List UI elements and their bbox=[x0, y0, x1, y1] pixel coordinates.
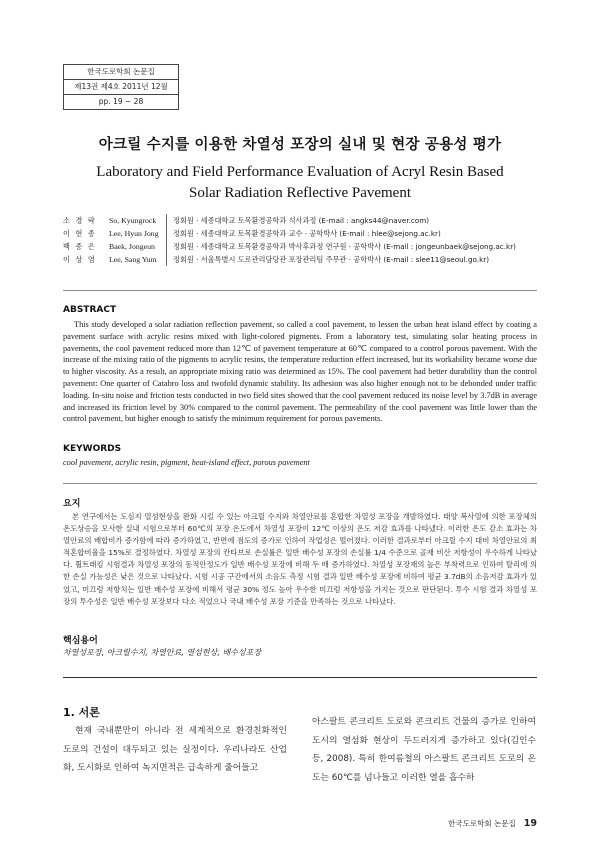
introduction-heading: 1. 서론 bbox=[63, 706, 100, 719]
keywords-text: cool pavement, acrylic resin, pigment, heat-island effect, porous pavement bbox=[63, 458, 310, 467]
divider-rule bbox=[63, 483, 537, 484]
title-english bbox=[0, 162, 600, 204]
korean-keywords-text: 차열성포장, 아크릴수지, 차열안료, 열섬현상, 배수성포장 bbox=[63, 648, 262, 657]
journal-name: 한국도로학회 논문집 bbox=[64, 65, 178, 80]
korean-keywords-heading: 핵심용어 bbox=[63, 636, 98, 646]
title-english-line1: Laboratory and Field Performance Evaluation of Acryl Resin Based bbox=[96, 164, 504, 180]
journal-pages: pp. 19 ~ 28 bbox=[98, 97, 144, 106]
author-korean-name: 백 종 은 bbox=[63, 242, 97, 251]
author-english-name: Baek, Jongeun bbox=[109, 242, 155, 251]
author-english-name: Lee, Hyun Jong bbox=[109, 229, 159, 238]
author-list bbox=[63, 214, 543, 266]
keywords-heading: KEYWORDS bbox=[63, 444, 122, 454]
author-english-name: Lee, Sang Yum bbox=[109, 255, 157, 264]
author-affiliation: 정회원 · 세종대학교 토목환경공학과 석사과정 (E-mail : angks44@naver.com) bbox=[173, 216, 430, 225]
abstract-text: This study developed a solar radiation reflection pavement, so called a cool pavement, to lessen the urban heat island effect by coating a pavement surface with acrylic resins mixed with light-colored pigments. From a laboratory test, simulating solar heating process in pavements, the cool pavement reduced more than 12℃ of pavement temperature at 60℃ compared to a control porous pavement. With the increase of the mixing ratio of the pigments to acrylic resins, the temperature reduction effect increased, but its workability became worse due to higher viscosity. As a result, an appropriate mixing ratio was determined as 15%. The cool pavement had better durability than the control pavement: One quarter of Catabro loss and twofold dynamic stability. Its adhesion was also higher enough not to be debonded under traffic loading. In-situ noise and friction tests conducted in two field sites showed that the cool pavement reduced its noise level by 3.7dB in average and increased its friction level by 30% compared to the control pavement. The permeability of the cool pavement was little lower than the control pavement, but higher enough to satisfy the minimum requirement for porous pavements. bbox=[63, 320, 537, 424]
title-korean: 아크릴 수지를 이용한 차열성 포장의 실내 및 현장 공용성 평가 bbox=[98, 137, 502, 153]
author-row bbox=[63, 214, 543, 227]
introduction-left-column: 현재 국내뿐만이 아니라 전 세계적으로 환경친화적인 도로의 건설이 대두되고 있는 실정이다. 우리나라도 산업화, 도시화로 인하여 녹지면적은 급속하게 줄어들고 bbox=[63, 726, 287, 774]
page-number: 19 bbox=[523, 818, 537, 829]
author-row bbox=[63, 240, 543, 253]
page-footer bbox=[448, 818, 537, 829]
abstract-heading: ABSTRACT bbox=[63, 305, 117, 315]
journal-issue: 제13권 제4호 2011년 12월 bbox=[64, 80, 178, 95]
author-row bbox=[63, 253, 543, 266]
author-english-name: So, Kyungrock bbox=[109, 216, 157, 225]
author-affiliation: 정회원 · 세종대학교 토목환경공학과 박사후과정 연구원 · 공학박사 (E-mail : jongeunbaek@sejong.ac.kr) bbox=[173, 242, 516, 251]
author-affiliation: 정회원 · 세종대학교 토목환경공학과 교수 · 공학박사 (E-mail : hlee@sejong.ac.kr) bbox=[173, 229, 441, 238]
divider-rule bbox=[63, 290, 537, 291]
title-english-line2: Solar Radiation Reflective Pavement bbox=[188, 185, 412, 201]
divider-rule bbox=[63, 677, 537, 678]
yoji-text: 본 연구에서는 도심지 열섬현상을 완화 시킬 수 있는 아크릴 수지와 차열안료를 혼합한 차열성 포장을 개발하였다. 태양 복사열에 의한 포장체의 온도상승을 모사한 실내 시험으로부터 60℃의 포장 온도에서 차열성 포장이 12℃ 이상의 온도 저감 효과를 나타냈다. 이러한 온도 감소 효과는 차열안료의 배합비가 증가함에 따라 증가하였고, 반면에 점도의 증가로 인하여 작업성은 떨어졌다. 이러한 결과로부터 아크릴 수지 대비 차열안료의 최적혼합비율을 15%로 결정하였다. 차열성 포장의 칸타브로 손실률은 일반 배수성 포장의 손실률 1/4 수준으로 골재 비산 저항성이 우수하게 나타났다. 휠트래킹 시험결과 차열성 포장의 동적안정도가 일반 배수성 포장에 비해 두 배 증가하였다. 차열성 포장재의 높은 부착력으로 인하여 탈리에 의한 손실 가능성은 낮은 것으로 나타났다. 시험 시공 구간에서의 소음도 측정 시험 결과 일반 배수성 포장에 비하여 평균 3.7dB의 소음저감 효과가 있었고, 미끄럼 저항치는 일반 배수성 포장에 비해서 평균 30% 정도 높아 우수한 미끄럼 저항성을 가지는 것으로 판단된다. 투수 시험 결과 차열성 포장의 투수성은 일반 배수성 포장보다 다소 적었으나 국내 배수성 포장 기준을 만족하는 것으로 나타났다. bbox=[63, 512, 537, 606]
author-korean-name: 소 경 락 bbox=[63, 216, 97, 225]
author-korean-name: 이 현 종 bbox=[63, 229, 97, 238]
author-row bbox=[63, 227, 543, 240]
introduction-right-column: 아스팔트 콘크리트 도로와 콘크리트 건물의 증가로 인하여 도시의 열섬화 현상이 두드러지게 증가하고 있다(김인수 등, 2008). 특히 한여름철의 아스팔트 콘크리트 도로의 온도는 60℃를 넘나들고 이러한 열을 흡수하 bbox=[312, 717, 536, 783]
journal-info-box bbox=[63, 64, 179, 110]
author-affiliation: 정회원 · 서울특별시 도로관리담당관 포장관리팀 주무관 · 공학박사 (E-mail : slee11@seoul.go.kr) bbox=[173, 255, 490, 264]
author-korean-name: 이 상 염 bbox=[63, 255, 97, 264]
yoji-heading: 요지 bbox=[63, 499, 81, 509]
footer-journal-name: 한국도로학회 논문집 bbox=[448, 819, 516, 828]
